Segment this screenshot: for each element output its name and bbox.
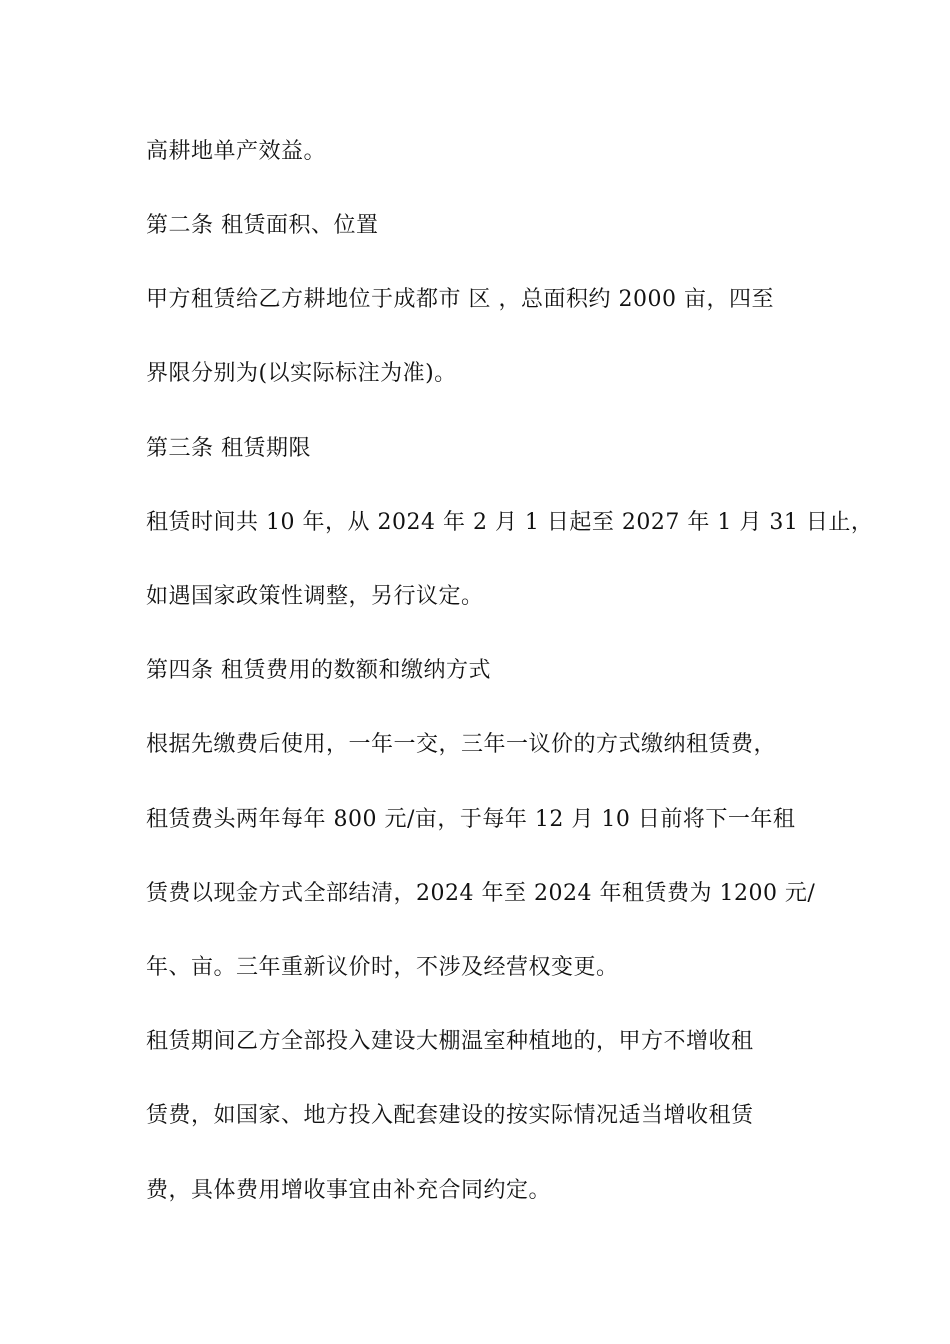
paragraph-line: 界限分别为(以实际标注为准)。 <box>146 361 457 386</box>
paragraph-line: 租赁期间乙方全部投入建设大棚温室种植地的，甲方不增收租 <box>146 1029 754 1054</box>
section-heading: 第四条 租赁费用的数额和缴纳方式 <box>146 658 491 683</box>
paragraph-line: 根据先缴费后使用，一年一交，三年一议价的方式缴纳租赁费， <box>146 732 777 757</box>
paragraph-line: 高耕地单产效益。 <box>146 139 327 164</box>
paragraph-line: 赁费，如国家、地方投入配套建设的按实际情况适当增收租赁 <box>146 1103 754 1128</box>
paragraph-line: 租赁时间共 10 年，从 2024 年 2 月 1 日起至 2027 年 1 月 31 日止， <box>146 510 874 535</box>
paragraph-line: 租赁费头两年每年 800 元/亩，于每年 12 月 10 日前将下一年租 <box>146 807 796 832</box>
paragraph-line: 年、亩。三年重新议价时，不涉及经营权变更。 <box>146 955 619 980</box>
section-heading: 第二条 租赁面积、位置 <box>146 213 379 238</box>
section-heading: 第三条 租赁期限 <box>146 436 311 461</box>
paragraph-line: 费，具体费用增收事宜由补充合同约定。 <box>146 1178 552 1203</box>
paragraph-line: 如遇国家政策性调整，另行议定。 <box>146 584 484 609</box>
paragraph-line: 甲方租赁给乙方耕地位于成都市 区 ，总面积约 2000 亩，四至 <box>146 287 774 312</box>
paragraph-line: 赁费以现金方式全部结清，2024 年至 2024 年租赁费为 1200 元/ <box>146 881 816 906</box>
